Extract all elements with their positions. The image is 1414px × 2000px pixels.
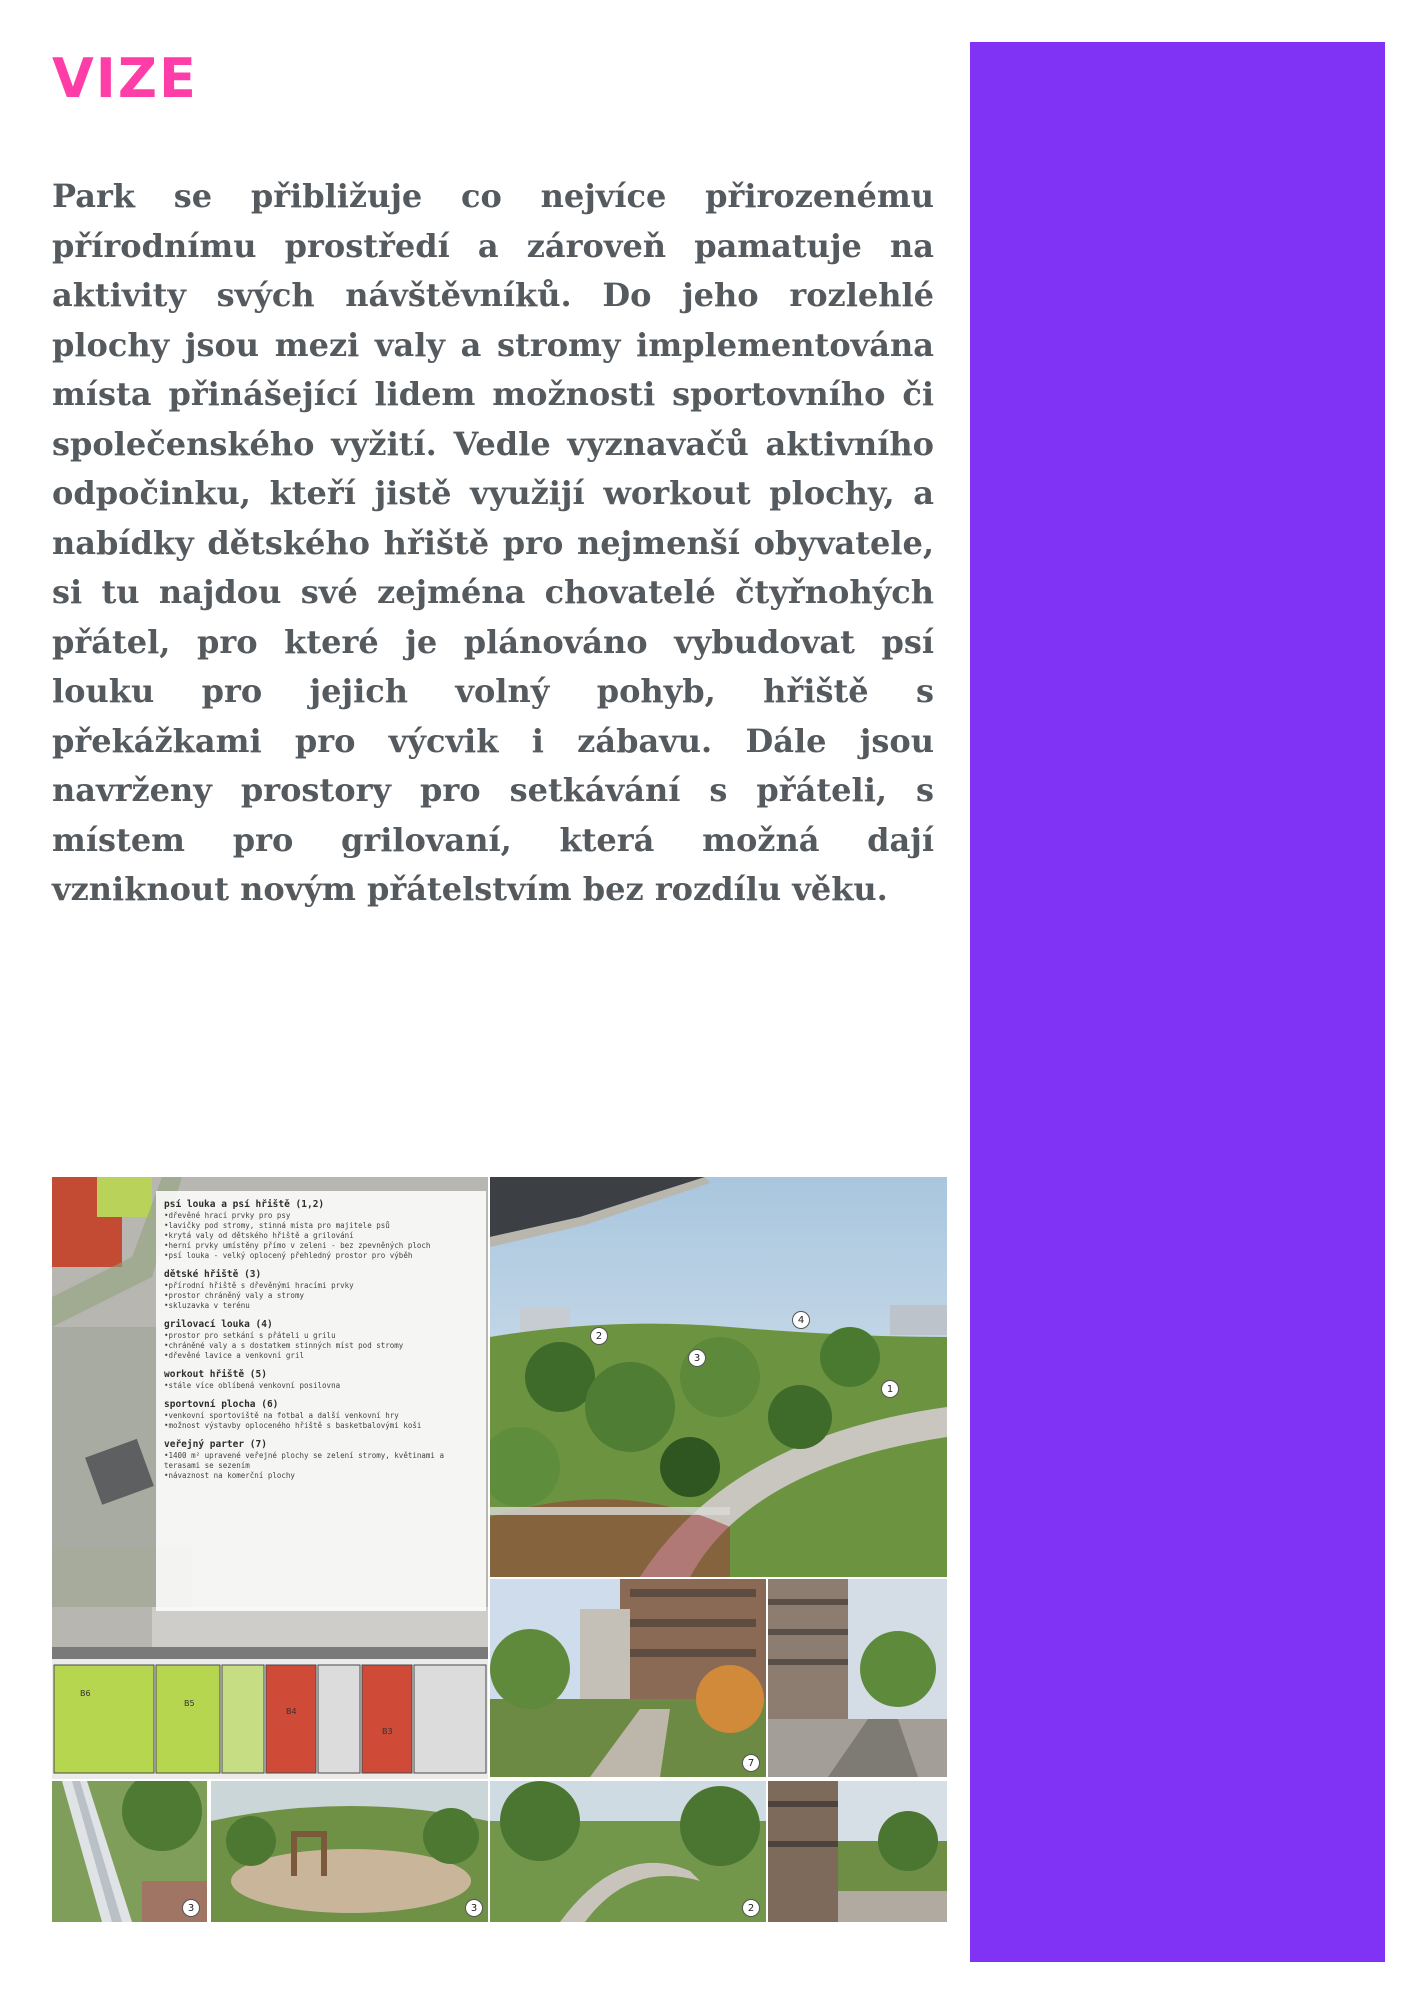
purple-side-bar (970, 42, 1385, 1962)
legend-item: • psí louka - velký oplocený přehledný prostor pro výběh (164, 1251, 478, 1261)
slide-render (52, 1781, 207, 1922)
park-aerial-render (490, 1177, 947, 1577)
image-collage (52, 1177, 947, 1922)
legend-item: • dřevěné lavice a venkovní gril (164, 1351, 478, 1361)
site-plan-image (52, 1177, 488, 1779)
legend-item: • návaznost na komerční plochy (164, 1471, 478, 1481)
plot-label: B4 (286, 1707, 297, 1716)
legend-item: • lavičky pod stromy, stinná místa pro majitele psů (164, 1221, 478, 1231)
location-badge: 2 (742, 1899, 760, 1917)
legend-heading: veřejný parter (7) (164, 1439, 267, 1450)
plan-legend (156, 1191, 486, 1611)
playground-render (211, 1781, 488, 1922)
location-badge: 7 (742, 1754, 760, 1772)
legend-item: • 1400 m² upravené veřejné plochy se zelení stromy, květinami a terasami se sezením (164, 1451, 478, 1471)
legend-item: • prostor chráněný valy a stromy (164, 1291, 478, 1301)
plot-label: B6 (80, 1689, 91, 1698)
parter-render (768, 1781, 947, 1922)
legend-item: • stále více oblíbená venkovní posilovna (164, 1381, 478, 1391)
legend-item: • skluzavka v terénu (164, 1301, 478, 1311)
street-render-2 (768, 1579, 947, 1777)
plot-label: B3 (382, 1727, 393, 1736)
legend-heading: grilovací louka (4) (164, 1319, 273, 1330)
legend-heading: workout hřiště (5) (164, 1369, 267, 1380)
location-badge: 3 (465, 1899, 483, 1917)
location-badge: 4 (792, 1311, 810, 1329)
legend-item: • přírodní hřiště s dřevěnými hracími prvky (164, 1281, 478, 1291)
legend-item: • možnost výstavby oploceného hřiště s basketbalovými koši (164, 1421, 478, 1431)
legend-heading: sportovní plocha (6) (164, 1399, 279, 1410)
legend-item: • venkovní sportoviště na fotbal a další venkovní hry (164, 1411, 478, 1421)
plot-label: B5 (184, 1699, 195, 1708)
location-badge: 1 (881, 1380, 899, 1398)
body-paragraph: Park se přibližuje co nejvíce přirozenému přírodnímu prostředí a zároveň pamatuje na aktivity svých návštěvníků. Do jeho rozlehlé plochy jsou mezi valy a stromy implementována místa přinášející lidem možnosti sportovního či společenského vyžití. Vedle vyznavačů aktivního odpočinku, kteří jistě využijí workout plochy, a nabídky dětského hřiště pro nejmenší obyvatele, si tu najdou své zejména chovatelé čtyřnohých přátel, pro které je plánováno vybudovat psí louku pro jejich volný pohyb, hřiště s překážkami pro výcvik i zábavu. Dále jsou navrženy prostory pro setkávání s přáteli, s místem pro grilovaní, která možná dají vzniknout novým přátelstvím bez rozdílu věku. (52, 177, 934, 908)
legend-item: • chráněné valy a s dostatkem stinných míst pod stromy (164, 1341, 478, 1351)
legend-item: • herní prvky umístěny přímo v zeleni - bez zpevněných ploch (164, 1241, 478, 1251)
location-badge: 3 (182, 1899, 200, 1917)
street-render (490, 1579, 766, 1777)
location-badge: 2 (590, 1327, 608, 1345)
legend-item: • dřevěné hrací prvky pro psy (164, 1211, 478, 1221)
legend-heading: dětské hřiště (3) (164, 1269, 262, 1280)
location-badge: 3 (688, 1349, 706, 1367)
legend-item: • krytá valy od dětského hřiště a grilování (164, 1231, 478, 1241)
dog-park-render (490, 1781, 766, 1922)
legend-heading: psí louka a psí hřiště (1,2) (164, 1199, 325, 1210)
page-title: VIZE (52, 47, 198, 110)
legend-item: • prostor pro setkání s přáteli u grilu (164, 1331, 478, 1341)
